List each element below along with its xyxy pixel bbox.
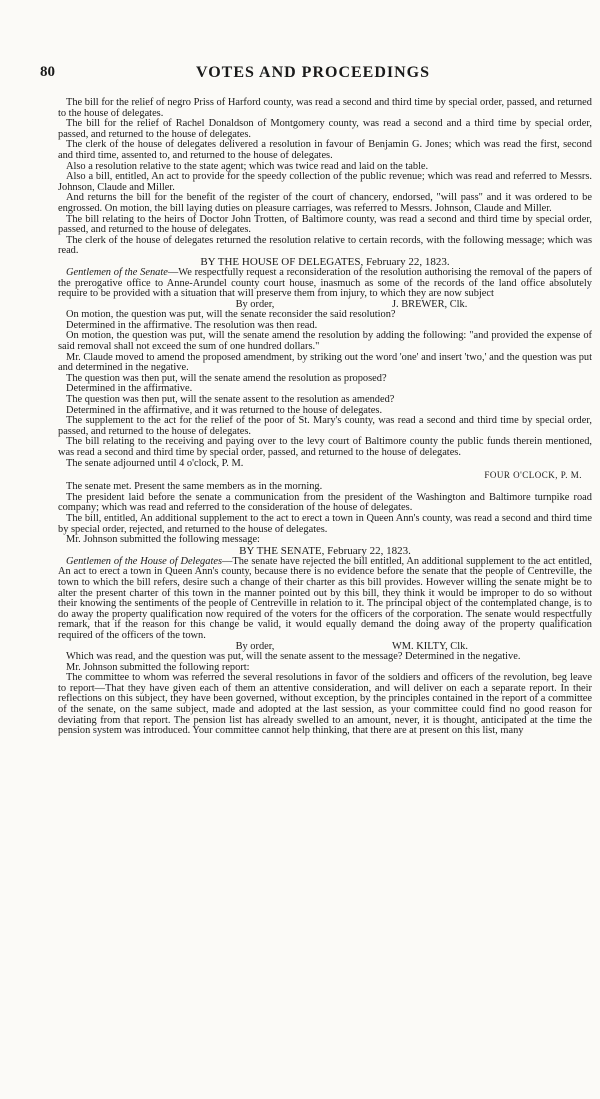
message-body xyxy=(58,268,592,300)
page-number: 80 xyxy=(40,64,55,80)
paragraph: Determined in the affirmative. The resolution was then read. xyxy=(66,319,318,331)
paragraph: And returns the bill for the benefit of the register of the court of chancery, endorsed, "will pass" and it was ordered to be engrossed. On motion, the bill laying duties on pleasure carriages, was referred to Messrs. Johnson, Claude and Miller. xyxy=(58,192,592,214)
paragraph: Determined in the affirmative. xyxy=(66,383,193,395)
paragraph: Also a resolution relative to the state agent; which was twice read and laid on the table. xyxy=(66,160,429,172)
paragraph: The senate met. Present the same members as in the morning. xyxy=(66,481,323,493)
signer: J. BREWER, Clk. xyxy=(392,298,468,310)
paragraph: The question was then put, will the senate assent to the resolution as amended? xyxy=(66,394,395,406)
message-heading: BY THE HOUSE OF DELEGATES, February 22, 1823. xyxy=(200,255,450,268)
message-salutation: Gentlemen of the House of Delegates xyxy=(66,555,222,567)
message-text: —The senate have rejected the bill entitled, An additional supplement to the act entitled, An act to erect a town in Queen Ann's county, because there is no evidence before the senate that the people of Centreville, the town to which the bill refers, desire such a change of their charter as this bill provides. However willing the senate might be to alter the present charter of this town in the manner pointed out by this bill, they think it would be improper to do so without their knowing the sentiments of the people of Centreville in relation to it. The principal object of the contemplated change, is to do away the property qualification now required of the voters for the officers of the corporation. The senate would respectfully remark, that if the reason for this change be valid, it would equally demand the doing away of the property qualification required of the officers of the town. xyxy=(58,555,593,641)
paragraph: The clerk of the house of delegates delivered a resolution in favour of Benjamin G. Jones; which was read the first, second and third time, assented to, and returned to the house of delegates. xyxy=(58,139,592,161)
signer: WM. KILTY, Clk. xyxy=(392,640,468,652)
paragraph: Mr. Johnson submitted the following message: xyxy=(66,534,260,546)
paragraph: Which was read, and the question was put, will the senate assent to the message? Determined in the negative. xyxy=(66,651,521,663)
paragraph: The supplement to the act for the relief of the poor of St. Mary's county, was read a second and third time by special order, passed, and returned to the house of delegates. xyxy=(58,415,592,437)
paragraph: The bill for the relief of Rachel Donaldson of Montgomery county, was read a second and a third time by special order, passed, and returned to the house of delegates. xyxy=(58,118,592,140)
paragraph: The bill for the relief of negro Priss of Harford county, was read a second and third time by special order, passed, and returned to the house of delegates. xyxy=(58,97,592,119)
paragraph: The bill relating to the receiving and paying over to the levy court of Baltimore county the public funds therein mentioned, was read a second and third time by special order, passed, and returned to the house of delegates. xyxy=(58,436,592,458)
paragraph: Also a bill, entitled, An act to provide for the speedy collection of the public revenue; which was read and referred to Messrs. Johnson, Claude and Miller. xyxy=(58,171,592,193)
paragraph: On motion, the question was put, will the senate reconsider the said resolution? xyxy=(66,309,396,321)
running-head: VOTES AND PROCEEDINGS xyxy=(195,64,431,81)
message-salutation: Gentlemen of the Senate xyxy=(66,266,168,278)
by-order: By order, xyxy=(235,298,275,310)
page-body xyxy=(58,98,592,737)
paragraph: The president laid before the senate a communication from the president of the Washington and Baltimore turnpike road company; which was read and referred to the consideration of the house of delegates. xyxy=(58,491,592,514)
by-order: By order, xyxy=(235,640,275,652)
paragraph: The bill relating to the heirs of Doctor John Trotten, of Baltimore county, was read a second and third time by special order, passed, and returned to the house of delegates. xyxy=(58,213,592,236)
paragraph: The question was then put, will the senate amend the resolution as proposed? xyxy=(66,372,387,384)
message-text: —We respectfully request a reconsideration of the resolution authorising the removal of the papers of the prerogative office to Anne-Arundel county court house, inasmuch as some of the records of the land office absolutely require to be provided with a situation that will preserve them from injury, to which they are now subject xyxy=(58,266,592,300)
paragraph: Mr. Johnson submitted the following report: xyxy=(66,661,250,673)
paragraph: The senate adjourned until 4 o'clock, P. M. xyxy=(66,457,244,469)
session-time: FOUR O'CLOCK, P. M. xyxy=(484,470,582,481)
paragraph: Determined in the affirmative, and it was returned to the house of delegates. xyxy=(66,404,383,416)
paragraph: Mr. Claude moved to amend the proposed amendment, by striking out the word 'one' and insert 'two,' and the question was put and determined in the negative. xyxy=(58,351,592,374)
message-body xyxy=(58,557,592,642)
paragraph: On motion, the question was put, will the senate amend the resolution by adding the following: "and provided the expense of said removal shall not exceed the sum of one hundred dollars." xyxy=(58,330,592,353)
paragraph: The committee to whom was referred the several resolutions in favor of the soldiers and officers of the revolution, beg leave to report—That they have given each of them an attentive consideration, and will deliver on each a separate report. In their reflections on this subject, they have been governed, without exception, by the principles contained in the report of a committee of the senate, on the same subject, made and adopted at the last session, as your committee could find no good reason for deviating from that report. The pension list has already swelled to an amount, never, it is thought, anticipated at the time the pension system was introduced. Your committee cannot help thinking, that there are at present on this list, many xyxy=(58,672,592,737)
message-heading: BY THE SENATE, February 22, 1823. xyxy=(239,544,411,557)
paragraph: The clerk of the house of delegates returned the resolution relative to certain records, with the following message; which was read. xyxy=(58,234,592,257)
paragraph: The bill, entitled, An additional supplement to the act to erect a town in Queen Ann's county, was read a second and third time by special order, rejected, and returned to the house of delegates. xyxy=(58,512,592,535)
page-header xyxy=(40,64,586,84)
